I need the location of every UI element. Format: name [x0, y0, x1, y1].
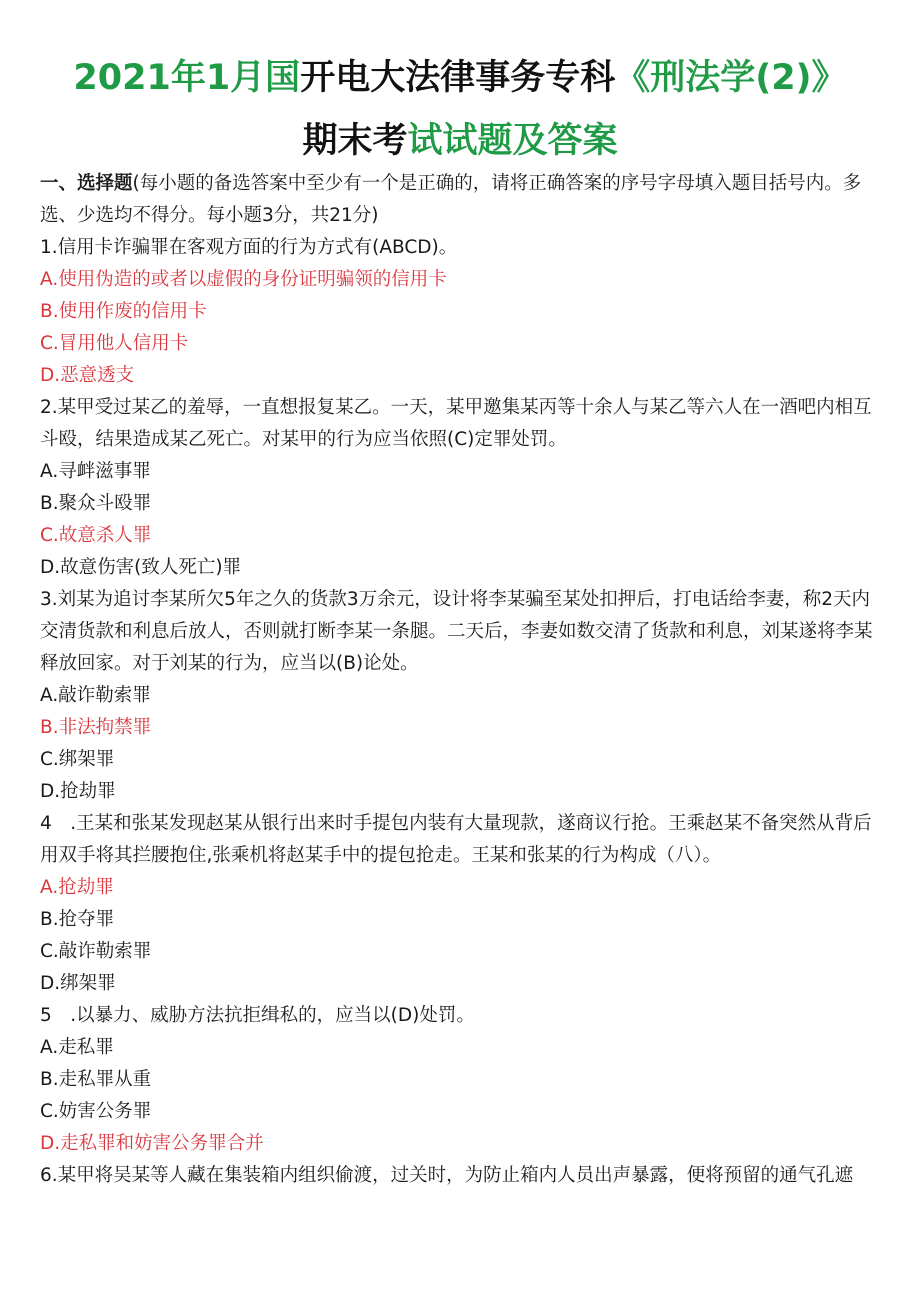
question-1-option-a: A.使用伪造的或者以虚假的身份证明骗领的信用卡 — [40, 269, 447, 290]
document-title-line-2 — [0, 118, 920, 164]
question-3-option-b: B.非法拘禁罪 — [40, 717, 152, 738]
question-2-option-b: B.聚众斗殴罪 — [40, 493, 152, 514]
title-part-answers: 试试题及答案 — [407, 121, 618, 161]
question-2-option-d: D.故意伤害(致人死亡)罪 — [40, 557, 242, 578]
question-3-option-d: D.抢劫罪 — [40, 781, 116, 802]
question-5-option-a: A.走私罪 — [40, 1037, 114, 1058]
question-2-option-a: A.寻衅滋事罪 — [40, 461, 151, 482]
question-2-option-c: C.故意杀人罪 — [40, 525, 152, 546]
question-1-option-c: C.冒用他人信用卡 — [40, 333, 189, 354]
question-1-option-b: B.使用作废的信用卡 — [40, 301, 207, 322]
title-part-course: 《刑法学(2)》 — [615, 58, 847, 98]
question-1-stem: 1.信用卡诈骗罪在客观方面的行为方式有(ABCD)。 — [40, 237, 458, 258]
section-instruction: (每小题的备选答案中至少有一个是正确的，请将正确答案的序号字母填入题目括号内。多选、少选均不得分。每小题3分，共21分) — [40, 173, 862, 226]
question-5-option-c: C.妨害公务罪 — [40, 1101, 152, 1122]
title-part-exam: 期末考 — [302, 121, 408, 161]
section-header — [40, 168, 885, 232]
question-3-stem: 3.刘某为追讨李某所欠5年之久的货款3万余元，设计将李某骗至某处扣押后，打电话给李妻，称2天内交清货款和利息后放人，否则就打断李某一条腿。二天后，李妻如数交清了货款和利息，刘某遂将李某释放回家。对于刘某的行为，应当以(B)论处。 — [40, 589, 873, 674]
title-part-date: 2021年1月国 — [73, 58, 301, 98]
question-3-option-a: A.敲诈勒索罪 — [40, 685, 151, 706]
question-5-stem: 5 .以暴力、威胁方法抗拒缉私的，应当以(D)处罚。 — [40, 1005, 475, 1026]
question-4-option-a: A.抢劫罪 — [40, 877, 114, 898]
question-3-option-c: C.绑架罪 — [40, 749, 115, 770]
question-4-option-c: C.敲诈勒索罪 — [40, 941, 152, 962]
question-1-option-d: D.恶意透支 — [40, 365, 135, 386]
section-heading: 一、选择题 — [40, 173, 133, 194]
document-title-line-1 — [0, 55, 920, 101]
question-5-option-b: B.走私罪从重 — [40, 1069, 152, 1090]
title-part-school: 开电大法律事务专科 — [300, 58, 616, 98]
question-2-stem: 2.某甲受过某乙的羞辱，一直想报复某乙。一天，某甲邀集某丙等十余人与某乙等六人在一酒吧内相互斗殴，结果造成某乙死亡。对某甲的行为应当依照(C)定罪处罚。 — [40, 397, 872, 450]
question-6-stem: 6.某甲将吴某等人藏在集装箱内组织偷渡，过关时，为防止箱内人员出声暴露，便将预留的通气孔遮 — [40, 1165, 854, 1186]
question-5-option-d: D.走私罪和妨害公务罪合并 — [40, 1133, 264, 1154]
exam-content — [40, 168, 885, 1192]
question-4-stem: 4 .王某和张某发现赵某从银行出来时手提包内装有大量现款，遂商议行抢。王乘赵某不备突然从背后用双手将其拦腰抱住,张乘机将赵某手中的提包抢走。王某和张某的行为构成（八）。 — [40, 813, 872, 866]
question-4-option-b: B.抢夺罪 — [40, 909, 115, 930]
question-4-option-d: D.绑架罪 — [40, 973, 116, 994]
